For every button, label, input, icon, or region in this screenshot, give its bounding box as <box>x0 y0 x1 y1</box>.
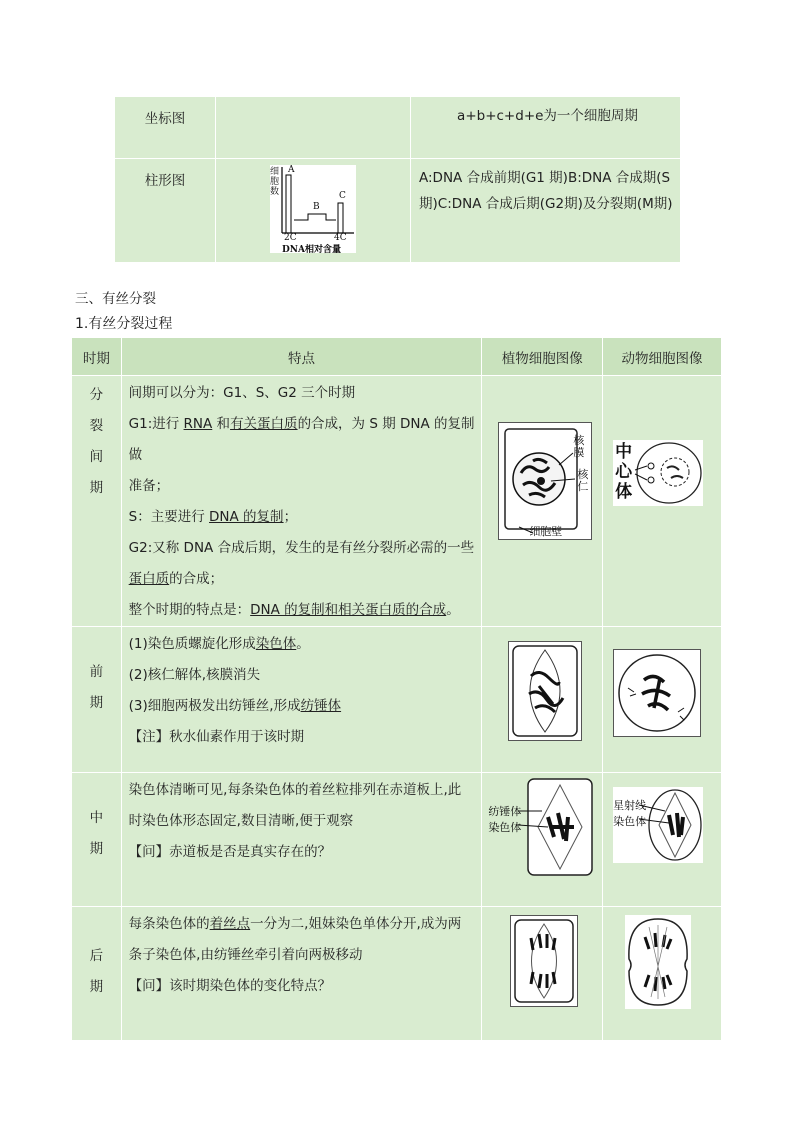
bar-xlabel: DNA相对含量 <box>282 245 342 255</box>
period-char: 期 <box>89 841 104 857</box>
feature-line: 【问】该时期染色体的变化特点？ <box>128 978 332 994</box>
row-label: 坐标图 <box>115 97 216 159</box>
period-metaphase <box>72 773 122 907</box>
underlined-text: DNA 的复制和相关蛋白质的合成 <box>250 602 447 618</box>
feature-line <box>129 595 476 626</box>
feature-line <box>129 564 476 595</box>
metaphase-features <box>121 773 482 907</box>
interphase-features <box>121 376 482 627</box>
feature-line <box>129 629 476 660</box>
underlined-text: RNA <box>183 416 213 432</box>
spindle-label: 纺锤体 <box>488 805 522 818</box>
period-char: 前 <box>89 664 104 680</box>
feature-line: 染色体清晰可见,每条染色体的着丝粒排列在赤道板上,此 <box>128 782 462 798</box>
feature-line: 时染色体形态固定,数目清晰,便于观察 <box>128 813 354 829</box>
text: 的合成，为 S 期 DNA 的复制做 <box>128 416 475 463</box>
feature-line: (2)核仁解体,核膜消失 <box>128 667 261 683</box>
mitosis-table <box>71 337 722 1041</box>
row-desc: a+b+c+d+e为一个细胞周期 <box>411 97 681 159</box>
tick-2c: 2C <box>284 233 297 243</box>
bar-b-label: B <box>313 202 320 212</box>
row-desc: A:DNA 合成前期(G1 期)B:DNA 合成期(S 期)C:DNA 合成后期(G2期)及分裂期(M期) <box>411 159 681 263</box>
dna-bar-figure <box>270 165 356 253</box>
plant-anaphase-svg <box>511 916 577 1006</box>
tick-4c: 4C <box>334 233 347 243</box>
feature-line: 【注】秋水仙素作用于该时期 <box>128 729 305 745</box>
feature-line: G2:又称 DNA 合成后期，发生的是有丝分裂所必需的一些 <box>128 540 475 556</box>
plant-prophase-svg <box>509 642 581 740</box>
text: 。 <box>446 602 460 618</box>
text: (1)染色质螺旋化形成 <box>128 636 256 652</box>
animal-anaphase-cell <box>603 907 722 1041</box>
text: G1:进行 <box>128 416 184 432</box>
period-char: 裂 <box>89 418 104 434</box>
text: ； <box>283 509 298 525</box>
feature-line: 【问】赤道板是否是真实存在的？ <box>128 844 332 860</box>
underlined-text: 纺锤体 <box>300 698 342 714</box>
nuclear-membrane-label: 核膜 <box>573 434 585 459</box>
period-interphase <box>72 376 122 627</box>
text: (3)细胞两极发出纺锤丝,形成 <box>128 698 301 714</box>
bar-c-label: C <box>339 191 346 201</box>
period-char: 期 <box>89 480 104 496</box>
feature-line <box>129 691 476 722</box>
cell-cycle-table <box>114 96 681 263</box>
bar-b-bracket <box>294 214 336 220</box>
bar-a-label: A <box>288 165 295 175</box>
animal-prophase-svg <box>614 650 700 736</box>
animal-prophase-cell <box>603 627 722 773</box>
header-plant: 植物细胞图像 <box>482 338 603 376</box>
bar-a <box>286 175 291 233</box>
underlined-text: 染色体 <box>255 636 297 652</box>
text: 一分为二,姐妹染色单体分开,成为两 <box>250 916 462 932</box>
period-char: 后 <box>89 948 104 964</box>
animal-metaphase-cell <box>603 773 722 907</box>
feature-line <box>129 909 476 940</box>
animal-interphase-cell <box>603 376 722 627</box>
header-features: 特点 <box>121 338 482 376</box>
cell-wall-label: 细胞壁 <box>529 525 563 538</box>
label-char: 体 <box>615 482 633 502</box>
plant-metaphase-cell <box>482 773 603 907</box>
subsection-title: 1.有丝分裂过程 <box>75 316 173 332</box>
plant-interphase-figure <box>498 422 592 540</box>
text: 整个时期的特点是： <box>128 602 251 618</box>
plant-prophase-cell <box>482 627 603 773</box>
plant-metaphase-figure <box>488 777 596 877</box>
header-period: 时期 <box>72 338 122 376</box>
text: 的合成； <box>169 571 224 587</box>
period-char: 分 <box>89 387 104 403</box>
text: S：主要进行 <box>128 509 210 525</box>
plant-interphase-cell <box>482 376 603 627</box>
plant-prophase-figure <box>508 641 582 741</box>
period-char: 中 <box>89 810 104 826</box>
row-label: 柱形图 <box>115 159 216 263</box>
period-prophase <box>72 627 122 773</box>
period-anaphase <box>72 907 122 1041</box>
header-animal: 动物细胞图像 <box>603 338 722 376</box>
underlined-text: DNA 的复制 <box>209 509 284 525</box>
text: 和 <box>212 416 231 432</box>
bar-ylabel: 细胞数 <box>270 167 280 197</box>
section-title: 三、有丝分裂 <box>75 291 156 307</box>
animal-anaphase-svg <box>625 915 691 1009</box>
centrosome-label <box>615 442 632 502</box>
plant-anaphase-cell <box>482 907 603 1041</box>
label-char: 心 <box>615 462 633 482</box>
bar-figure-cell <box>216 159 411 263</box>
anaphase-features <box>121 907 482 1041</box>
period-char: 间 <box>89 449 104 465</box>
nucleolus-label: 核仁 <box>577 468 589 493</box>
animal-prophase-figure <box>613 649 701 737</box>
period-char: 期 <box>89 979 104 995</box>
underlined-text: 着丝点 <box>209 916 251 932</box>
plant-anaphase-figure <box>510 915 578 1007</box>
chromosome-label: 染色体 <box>488 821 522 834</box>
feature-line <box>129 502 476 533</box>
text: 每条染色体的 <box>128 916 210 932</box>
prophase-features <box>121 627 482 773</box>
animal-interphase-figure <box>613 440 703 506</box>
label-char: 中 <box>615 442 633 462</box>
feature-line: 条子染色体,由纺锤丝牵引着向两极移动 <box>128 947 363 963</box>
animal-anaphase-figure <box>625 915 691 1009</box>
underlined-text: 有关蛋白质 <box>230 416 298 432</box>
text: 。 <box>296 636 310 652</box>
animal-metaphase-figure <box>613 787 703 863</box>
aster-label: 星射线 <box>613 799 647 812</box>
underlined-text: 蛋白质 <box>128 571 170 587</box>
empty-cell <box>216 97 411 159</box>
feature-line <box>129 409 476 471</box>
feature-line: 准备； <box>128 478 170 494</box>
feature-line: 间期可以分为：G1、S、G2 三个时期 <box>128 385 356 401</box>
period-char: 期 <box>89 695 104 711</box>
bar-c <box>338 203 343 233</box>
animal-chromosome-label: 染色体 <box>613 815 647 828</box>
